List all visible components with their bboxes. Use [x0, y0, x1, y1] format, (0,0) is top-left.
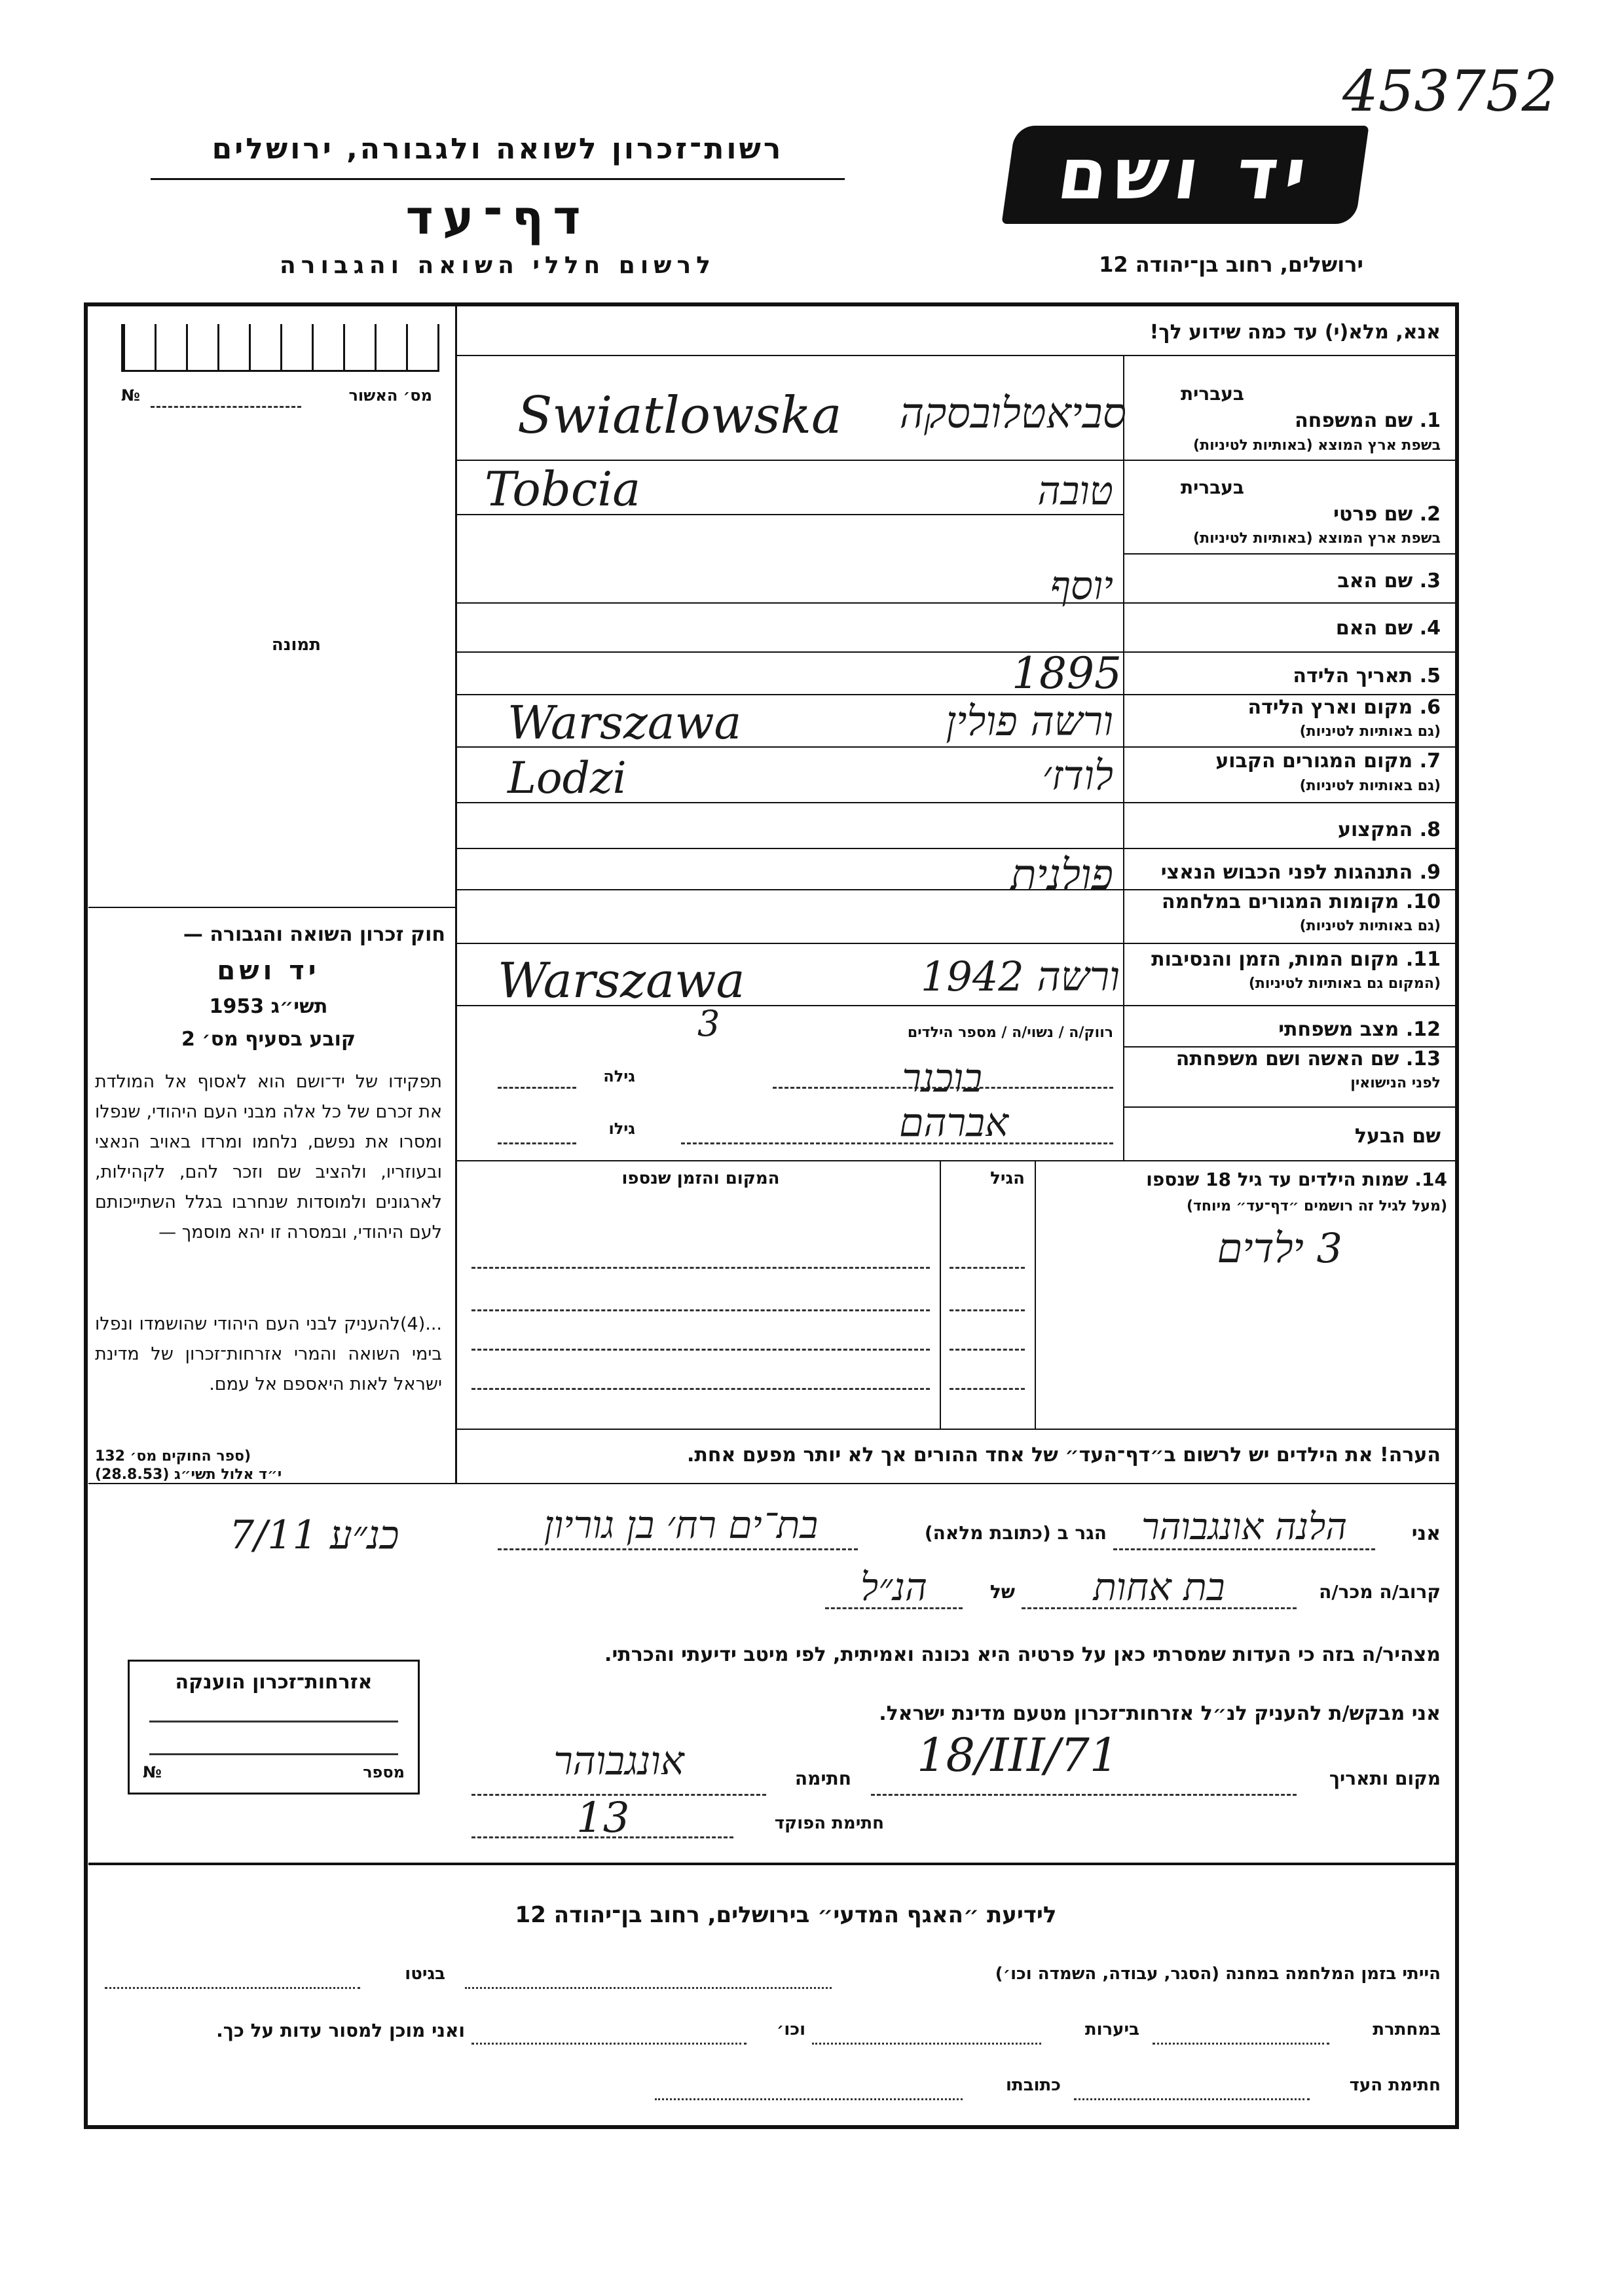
field-2-text: שם פרטי	[1333, 503, 1413, 526]
address-value: בת־ים רח׳ בן גוריון	[544, 1503, 819, 1547]
occupation-value: פולנית	[1010, 851, 1113, 900]
field-7-sub: (גם באותיות לטיניות)	[1299, 778, 1441, 794]
field-2-label	[1133, 503, 1441, 526]
field-4-label	[1133, 617, 1441, 640]
form-subtitle: לרשום חללי השואה והגבורה	[280, 252, 716, 279]
row-8-line	[1123, 848, 1456, 849]
row-11-line	[1123, 1005, 1456, 1006]
children-col-place: המקום והזמן שנספו	[621, 1169, 780, 1188]
address: ירושלים, רחוב בן־יהודה 12	[1099, 252, 1363, 277]
field-3-label	[1133, 570, 1441, 592]
left-panel-divider	[455, 302, 457, 1484]
note-text: הערה! את הילדים יש לרשום ב״דף־העד״ של אחד ההורים אך לא יותר מפעם אחת.	[687, 1444, 1441, 1467]
reference-number: 453752	[1342, 59, 1558, 124]
field-10-text: מקומות המגורים במלחמה	[1162, 890, 1399, 913]
field-5-label	[1133, 665, 1441, 687]
field-10-sub: (גם באותיות לטיניות)	[1299, 918, 1441, 934]
field-3-num: 3.	[1419, 570, 1441, 592]
children-row-line-2	[471, 1309, 930, 1311]
father-name-value: יוסף	[1050, 563, 1113, 609]
field-2-num: 2.	[1419, 503, 1441, 526]
info-camp-line	[465, 1987, 832, 1989]
field-6-label	[1133, 696, 1441, 719]
law-text-2: ...(4)להעניק לבני העם היהודי שהושמדו ונפלו בימי השואה והמרי אזרחות־זכרון של מדינת ישראל לאות היאספם אל עמם.	[95, 1314, 442, 1394]
law-title: חוק זכרון השואה והגבורה —	[183, 923, 445, 946]
field-4-num: 4.	[1419, 617, 1441, 640]
cert-line-1	[149, 1721, 398, 1722]
info-title: לידיעת ״האגף המדעי״ בירושלים, רחוב בן־יהודה 12	[515, 1902, 1057, 1928]
maiden-name-value: בוכנר	[902, 1055, 982, 1101]
field-10-num: 10.	[1405, 890, 1441, 913]
request-text: אני מבקש/ת להעניק לנ״ל אזרחות־זכרון מטעם מדינת ישראל.	[879, 1702, 1441, 1725]
field-12-label	[1133, 1018, 1441, 1041]
info-address-line	[655, 2098, 963, 2100]
approval-no-line	[151, 406, 301, 408]
authority-title: רשות־זכרון לשואה ולגבורה, ירושלים	[212, 132, 784, 166]
relative-label: קרוב/ה מכר/ה	[1319, 1581, 1441, 1603]
children-table-note: (מעל לגיל זה רושמים ״דף־עד״ מיוחד)	[1186, 1198, 1447, 1214]
field-6-sub: (גם באותיות לטיניות)	[1299, 723, 1441, 740]
residence-latin-value: Lodzi	[507, 753, 627, 803]
field-13-label	[1133, 1048, 1441, 1070]
law-reference-2: י״ד אלול תשי״ג (28.8.53)	[95, 1467, 282, 1483]
children-count-value: 3	[697, 1003, 720, 1044]
field-10-label	[1133, 890, 1441, 913]
children-age-line-3	[950, 1349, 1025, 1351]
birthplace-latin-value: Warszawa	[507, 696, 742, 750]
authority-underline	[151, 178, 845, 180]
place-date-value: 18/III/71	[917, 1728, 1119, 1782]
officer-label: חתימת הפוקד	[774, 1813, 884, 1833]
declaration-text: מצהיר/ה בזה כי העדות שמסרתי כאן על פרטיה היא נכונה ואמיתית, לפי מיטב ידיעתי והכרתי.	[604, 1643, 1441, 1666]
value-row-8-line	[457, 848, 1123, 849]
law-reference: (ספר החוקים מס׳ 132	[95, 1448, 251, 1465]
field-9-label	[1133, 861, 1441, 884]
field-1-text: שם המשפחה	[1295, 409, 1413, 432]
children-col-divider-1	[940, 1160, 941, 1429]
children-col-age: הגיל	[990, 1169, 1025, 1188]
note-bottom-line	[88, 1483, 1456, 1484]
approval-box-ticks	[121, 324, 439, 372]
marital-options: רווק/ה / נשוי/ה / מספר הילדים	[907, 1025, 1113, 1041]
intro-instruction: אנא, מלא(י) עד כמה שידוע לך!	[1149, 321, 1441, 344]
signature-label: חתימה	[794, 1768, 851, 1789]
field-7-label	[1133, 750, 1441, 773]
death-place-latin-value: Warszawa	[498, 953, 745, 1009]
row-5-line	[1123, 694, 1456, 695]
field-2-hebrew-tag: בעברית	[1180, 477, 1244, 498]
children-age-line-2	[950, 1309, 1025, 1311]
cert-number-sign: №	[143, 1763, 162, 1781]
law-clause: קובע בסעיף מס׳ 2	[181, 1028, 356, 1051]
husband-name-value: אברהם	[899, 1100, 1008, 1146]
field-7-text: מקום המגורים הקבוע	[1215, 750, 1413, 773]
photo-bottom-line	[88, 907, 455, 908]
yad-vashem-logo	[1001, 126, 1369, 224]
field-8-label	[1133, 818, 1441, 841]
row-6-line	[1123, 746, 1456, 748]
husband-age-line	[498, 1142, 576, 1144]
value-row-1-line	[457, 460, 1123, 461]
field-11-text: מקום המות, הזמן והנסיבות	[1151, 948, 1399, 971]
declarant-name-value: הלנה אונגבוהר	[1141, 1506, 1348, 1548]
info-etc-line	[471, 2043, 747, 2045]
info-line2-testimony: ואני מוכן למסור עדות על כך.	[216, 2020, 465, 2041]
row-7-line	[1123, 802, 1456, 803]
relation-value: בת אחות	[1093, 1565, 1225, 1609]
death-place-hebrew-value: ורשה 1942	[920, 953, 1120, 1000]
info-witness-line	[1074, 2098, 1310, 2100]
field-12-num: 12.	[1405, 1018, 1441, 1041]
residence-hebrew-value: לודז׳	[1042, 752, 1113, 799]
children-names-value: 3 ילדים	[1217, 1224, 1342, 1272]
field-5-num: 5.	[1419, 665, 1441, 687]
law-text: תפקידו של יד־ושם הוא לאסוף אל המולדת את זכרם של כל אלה מבני העם היהודי, שנפלו ומסרו את נפשם, נלחמו ומרדו באויב הנאצי ובעוזריו, ולהציב שם וזכר להם, לקהילות, לארגונים ולמוסדות שנחרבו בגלל השתייכותם לעם היהודי, ובמסרה זו יהא מוסמך —	[95, 1072, 442, 1243]
photo-label: תמונה	[271, 635, 321, 655]
field-2-sub: בשפת ארץ המוצא (באותיות לטיניות)	[1193, 530, 1441, 547]
children-col-divider-2	[1035, 1160, 1036, 1429]
field-6-num: 6.	[1419, 696, 1441, 719]
field-9-text: התנהגות לפני הכבוש הנאצי	[1160, 861, 1413, 884]
field-8-num: 8.	[1419, 818, 1441, 841]
field-13-num: 13.	[1405, 1048, 1441, 1070]
info-ghetto-line	[105, 1987, 360, 1989]
field-7-num: 7.	[1419, 750, 1441, 773]
field-11-sub: (המקום גם באותיות לטיניות)	[1248, 975, 1441, 992]
field-13-text: שם האשה ושם משפחתה	[1175, 1048, 1399, 1070]
certification-title: אזרחות־זכרון הוענקה	[175, 1671, 373, 1694]
info-line1-ghetto: בגיטו	[405, 1964, 445, 1984]
resident-label: הגר ב (כתובת מלאה)	[924, 1522, 1107, 1544]
form-title: דף־עד	[405, 190, 590, 245]
children-age-line-4	[950, 1388, 1025, 1390]
of-label: של	[989, 1581, 1015, 1603]
birthplace-hebrew-value: ורשה פולין	[946, 697, 1113, 745]
field-5-text: תאריך הלידה	[1293, 665, 1413, 687]
info-line2-etc: וכו׳	[776, 2020, 805, 2039]
field-6-text: מקום וארץ הלידה	[1247, 696, 1413, 719]
wife-age-label: גילה	[603, 1067, 635, 1085]
info-line1-camp: הייתי בזמן המלחמה במחנה (הסגר, עבודה, השמדה וכו׳)	[995, 1964, 1441, 1984]
row-10-line	[1123, 943, 1456, 944]
info-line2-forests: ביערות	[1084, 2020, 1139, 2039]
field-4-text: שם האם	[1335, 617, 1413, 640]
approval-no-sign: №	[121, 386, 140, 405]
firstname-latin-value: Tobcia	[485, 462, 641, 517]
children-age-line-1	[950, 1267, 1025, 1269]
husband-age-label: גילו	[608, 1120, 635, 1138]
field-1-num: 1.	[1419, 409, 1441, 432]
info-top-line	[88, 1863, 1456, 1865]
field-8-text: המקצוע	[1337, 818, 1413, 841]
intro-underline	[457, 355, 1456, 356]
logo-text: יד ושם	[1052, 134, 1318, 215]
note-top-line	[457, 1429, 1456, 1430]
of-value: הנ״ל	[860, 1565, 927, 1609]
field-13-sub: לפני הנישואין	[1350, 1075, 1441, 1091]
children-row-line-1	[471, 1267, 930, 1269]
birth-date-value: 1895	[1012, 648, 1122, 699]
field-1-sub: בשפת ארץ המוצא (באותיות לטיניות)	[1193, 437, 1441, 454]
approval-no-label: מס׳ האשור	[348, 386, 432, 405]
clerk-note: כנ״ע 7/11	[229, 1512, 399, 1558]
row-13-line	[1123, 1106, 1456, 1108]
info-line3-witness-sig: חתימת העד	[1349, 2075, 1441, 2095]
info-line2-underground: במחתרת	[1373, 2020, 1441, 2039]
law-name: יד ושם	[217, 956, 320, 986]
law-year: תשי״ג 1953	[209, 995, 328, 1018]
address-line	[498, 1548, 858, 1550]
children-table-top	[457, 1160, 1456, 1161]
field-1-label	[1133, 409, 1441, 432]
declarant-ani: אני	[1411, 1522, 1441, 1545]
info-forests-line	[812, 2043, 1041, 2045]
children-row-line-4	[471, 1388, 930, 1390]
label-column-divider	[1123, 355, 1124, 1160]
value-row-10-line	[457, 943, 1123, 944]
row-2-line	[1123, 553, 1456, 555]
info-underground-line	[1153, 2043, 1329, 2045]
info-line3-address: כתובתו	[1006, 2075, 1061, 2095]
husband-label: שם הבעל	[1354, 1125, 1441, 1148]
surname-latin-value: Swiatlowska	[517, 386, 842, 445]
cert-line-2	[149, 1753, 398, 1755]
firstname-hebrew-value: טובה	[1037, 468, 1113, 514]
field-11-num: 11.	[1405, 948, 1441, 971]
row-1-line	[1123, 460, 1456, 461]
certification-box	[128, 1660, 420, 1795]
field-9-num: 9.	[1419, 861, 1441, 884]
surname-hebrew-value: סביאטלובסקה	[899, 390, 1126, 438]
row-3-line	[1123, 602, 1456, 604]
cert-number-label: מספר	[363, 1763, 405, 1781]
row-4-line	[1123, 651, 1456, 653]
field-12-text: מצב משפחתי	[1278, 1018, 1399, 1041]
declarant-name-line	[1113, 1548, 1375, 1550]
field-1-hebrew-tag: בעברית	[1180, 383, 1244, 405]
wife-age-line	[498, 1087, 576, 1089]
field-11-label	[1133, 948, 1441, 971]
officer-value: 13	[576, 1794, 630, 1842]
place-date-label: מקום ותאריך	[1329, 1768, 1441, 1789]
signature-value: אונגבוהר	[553, 1738, 684, 1784]
field-3-text: שם האב	[1337, 570, 1413, 592]
children-table-title: 14. שמות הילדים עד גיל 18 שנספו	[1146, 1169, 1447, 1190]
children-row-line-3	[471, 1349, 930, 1351]
place-date-line	[871, 1794, 1297, 1796]
